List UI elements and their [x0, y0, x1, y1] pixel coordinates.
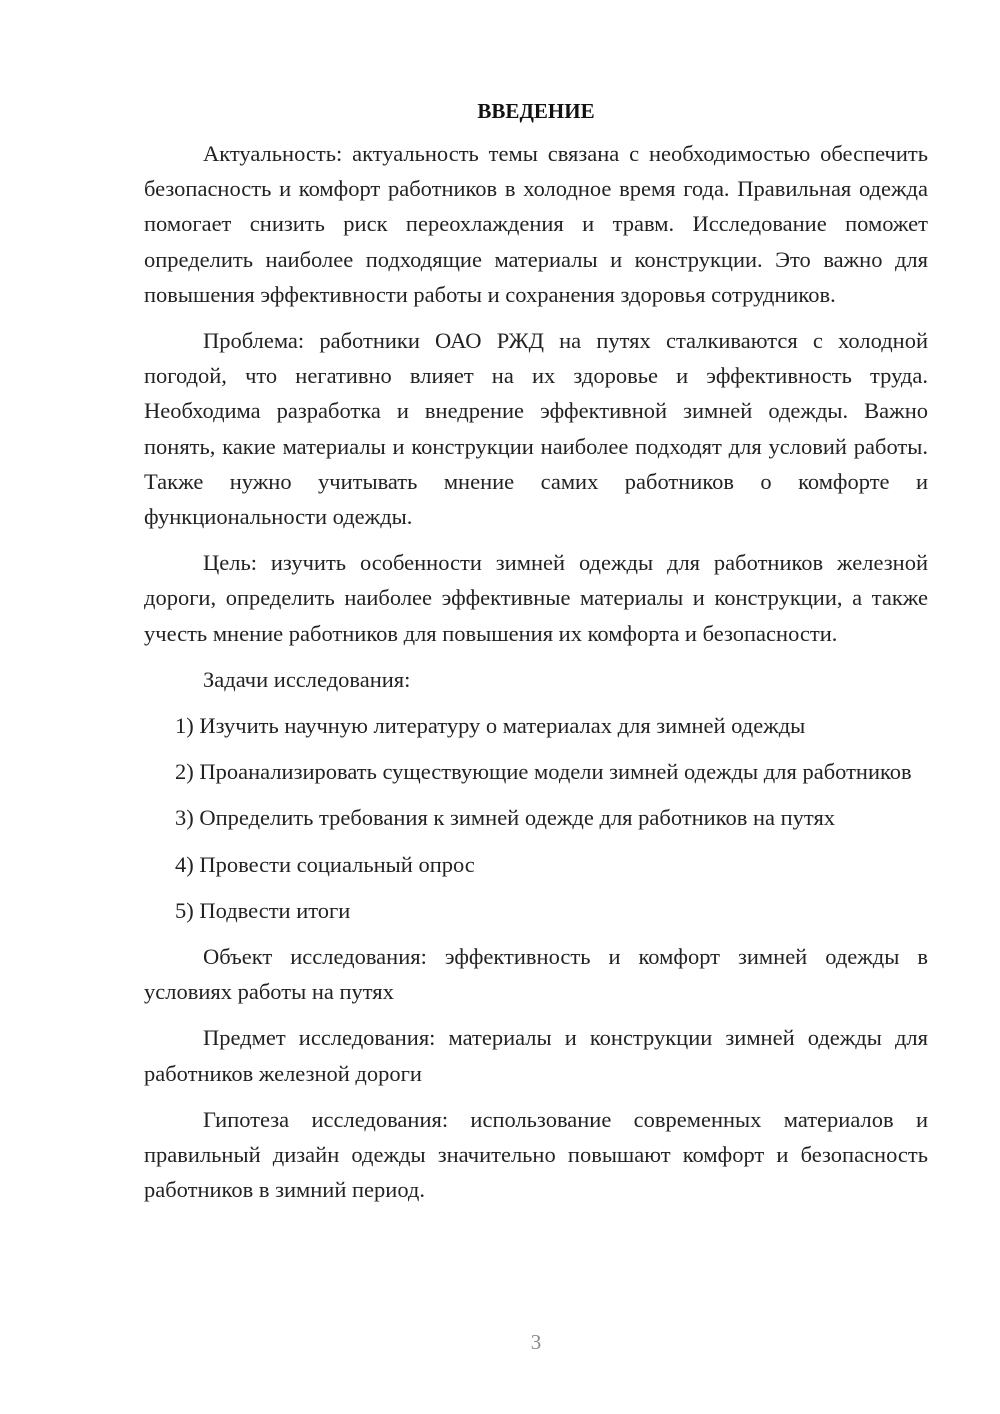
page-number: 3	[530, 1330, 542, 1354]
paragraph-subject: Предмет исследования: материалы и конструкции зимней одежды для работников железной дороги	[144, 1025, 928, 1086]
document-title: ВВЕДЕНИЕ	[477, 99, 595, 123]
task-item: 4) Провести социальный опрос	[175, 851, 475, 877]
paragraph-goal: Цель: изучить особенности зимней одежды для работников железной дороги, определить наиболее эффективные материалы и конструкции, а также учесть мнение работников для повышения их комфорта и безопасности.	[144, 550, 928, 646]
paragraph-relevance: Актуальность: актуальность темы связана с необходимостью обеспечить безопасность и комфорт работников в холодное время года. Правильная одежда помогает снизить риск переохлаждения и травм. Исследование поможет определить наиболее подходящие материалы и конструкции. Это важно для повышения эффективности работы и сохранения здоровья сотрудников.	[144, 141, 928, 307]
task-item: 2) Проанализировать существующие модели зимней одежды для работников	[175, 759, 912, 785]
paragraph-hypothesis: Гипотеза исследования: использование современных материалов и правильный дизайн одежды значительно повышают комфорт и безопасность работников в зимний период.	[144, 1106, 928, 1203]
paragraph-problem: Проблема: работники ОАО РЖД на путях сталкиваются с холодной погодой, что негативно влияет на их здоровье и эффективность труда. Необходима разработка и внедрение эффективной зимней одежды. Важно понять, какие материалы и конструкции наиболее подходят для условий работы. Также нужно учитывать мнение самих работников о комфорте и функциональности одежды.	[144, 328, 928, 530]
task-item: 5) Подвести итоги	[175, 897, 351, 923]
paragraph-object: Объект исследования: эффективность и комфорт зимней одежды в условиях работы на путях	[144, 944, 928, 1005]
document-body	[144, 94, 928, 1218]
task-item: 1) Изучить научную литературу о материалах для зимней одежды	[175, 713, 806, 739]
task-item: 3) Определить требования к зимней одежде для работников на путях	[175, 805, 836, 831]
paragraph-tasks-heading: Задачи исследования:	[203, 666, 411, 692]
